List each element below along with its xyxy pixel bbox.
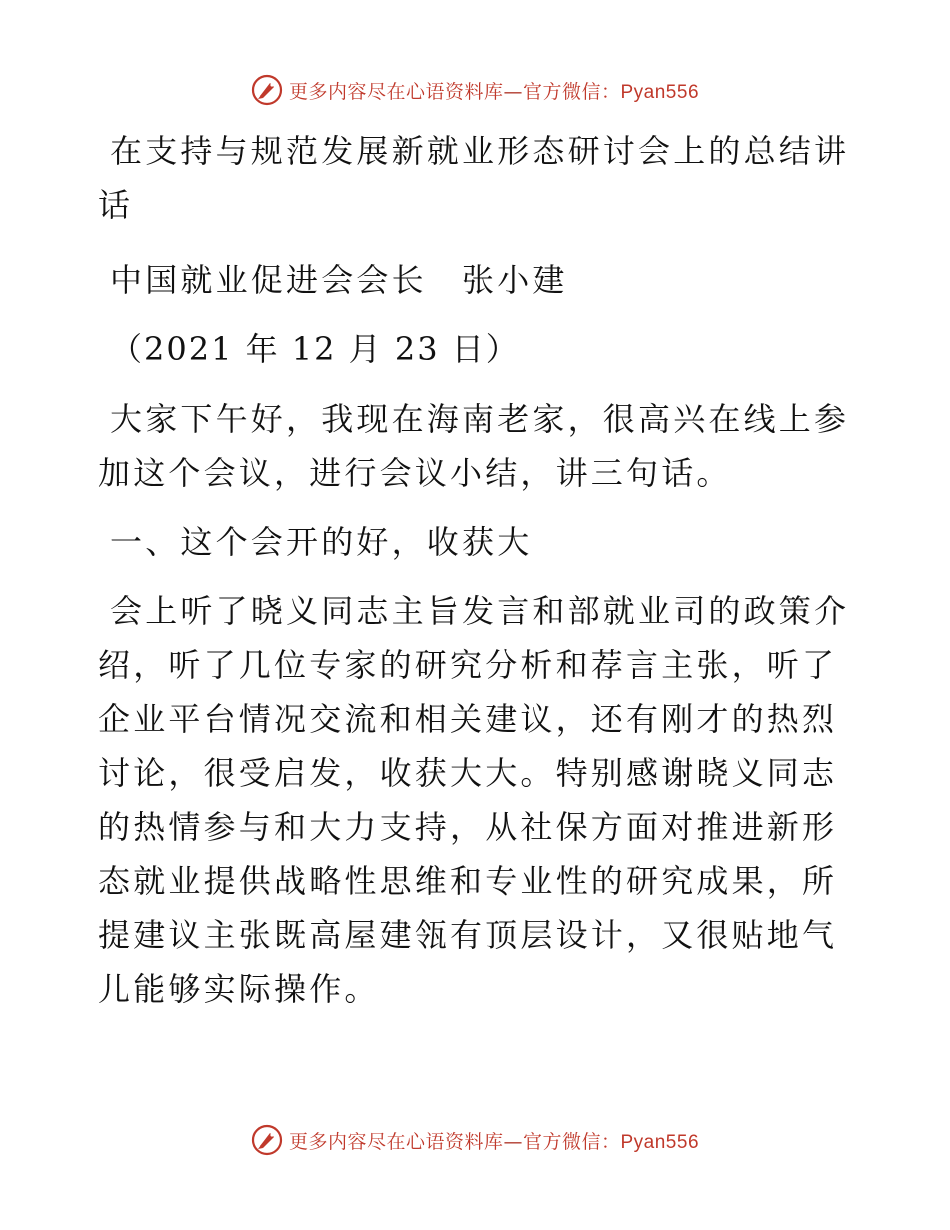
watermark-wechat-id: Pyan556 xyxy=(620,81,700,103)
opening-paragraph: 大家下午好，我现在海南老家，很高兴在线上参加这个会议，进行会议小结，讲三句话。 xyxy=(98,400,850,492)
document-body xyxy=(98,124,858,1031)
footer-watermark xyxy=(0,1123,950,1157)
watermark-wechat-label: 官方微信： xyxy=(522,80,621,103)
watermark-wechat-label: 官方微信： xyxy=(522,1130,621,1153)
watermark-site-text: 更多内容尽在心语资料库 xyxy=(288,1130,504,1153)
document-date: （2021 年 12 月 23 日） xyxy=(110,330,520,368)
header-watermark xyxy=(0,73,950,107)
pen-nib-logo-icon xyxy=(251,1124,283,1156)
watermark-separator: — xyxy=(503,80,523,103)
watermark-text xyxy=(289,77,699,104)
section-paragraph: 会上听了晓义同志主旨发言和部就业司的政策介绍，听了几位专家的研究分析和荐言主张，听了企业平台情况交流和相关建议，还有刚才的热烈讨论，很受启发，收获大大。特别感谢晓义同志的热情参与和大力支持，从社保方面对推进新形态就业提供战略性思维和专业性的研究成果，所提建议主张既高屋建瓴有顶层设计，又很贴地气儿能够实际操作。 xyxy=(98,592,850,1008)
watermark-wechat-id: Pyan556 xyxy=(620,1131,700,1153)
pen-nib-logo-icon xyxy=(251,74,283,106)
watermark-site-text: 更多内容尽在心语资料库 xyxy=(288,80,504,103)
section-heading: 一、这个会开的好，收获大 xyxy=(110,523,533,561)
watermark-separator: — xyxy=(503,1130,523,1153)
document-title: 在支持与规范发展新就业形态研讨会上的总结讲话 xyxy=(98,132,850,224)
document-author: 中国就业促进会会长 张小建 xyxy=(110,261,568,299)
watermark-text xyxy=(289,1127,699,1154)
